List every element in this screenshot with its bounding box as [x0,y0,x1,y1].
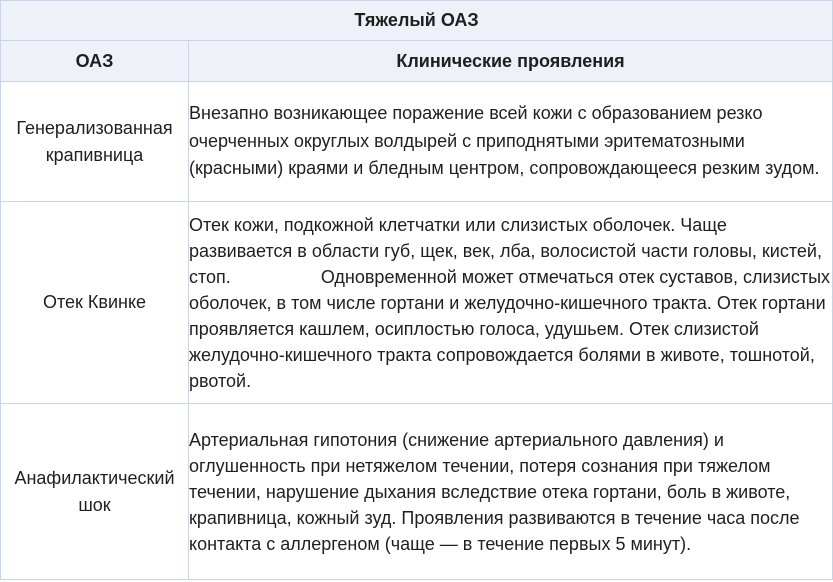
description-text: Внезапно возникающее поражение всей кожи с образованием резко очерченных округлых волдырей с приподнятыми эритематозными (красными) краями и бледным центром, сопровождающееся резким зудом. [189,103,820,179]
column-header-oaz: ОАЗ [1,41,189,82]
row-name: Генерализованная крапивница [1,82,189,202]
table-header-row [1,41,833,82]
table-title-row [1,1,833,41]
row-description [189,404,833,580]
description-text-part1: Отек кожи, подкожной клетчатки или слизистых оболочек. Чаще развивается в области губ, щек, век, лба, волосистой части головы, кистей, стоп. [189,214,822,287]
row-name: Анафилактический шок [1,404,189,580]
table-title: Тяжелый ОАЗ [1,1,833,41]
table-row [1,82,833,202]
row-description [189,202,833,404]
table-row [1,202,833,404]
column-header-manifestations: Клинические проявления [189,41,833,82]
table-row [1,404,833,580]
description-text-part2: Одновременной может отмечаться отек суставов, слизистых оболочек, в том числе гортани и желудочно-кишечного тракта. Отек гортани проявляется кашлем, осиплостью голоса, удушьем. Отек слизистой желудочно-кишечного тракта сопровождается болями в животе, тошнотой, рвотой. [189,266,831,391]
row-name: Отек Квинке [1,202,189,404]
row-description [189,82,833,202]
description-text: Артериальная гипотония (снижение артериального давления) и оглушенность при нетяжелом течении, потеря сознания при тяжелом течении, нарушение дыхания вследствие отека гортани, боль в животе, крапивница, кожный зуд. Проявления развиваются в течение часа после контакта с аллергеном (чаще — в течение первых 5 минут). [189,429,800,554]
